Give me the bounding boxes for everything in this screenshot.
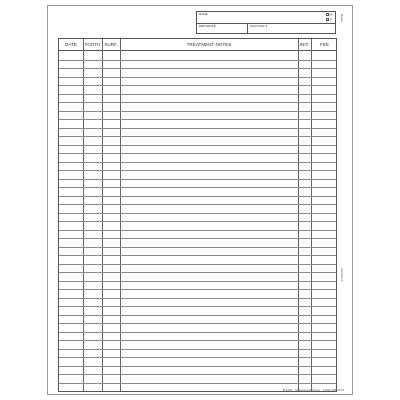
treatment-ledger: [58, 38, 337, 392]
row-line: [59, 383, 336, 384]
row-line: [59, 374, 336, 375]
name-label: NAME: [199, 12, 208, 16]
row-line: [59, 187, 336, 188]
column-header-treatment-notes: TREATMENT NOTES: [120, 39, 298, 51]
patient-header-box: [196, 11, 336, 34]
column-header-surface: SURF.: [102, 39, 120, 51]
row-line: [59, 119, 336, 120]
row-line: [59, 289, 336, 290]
row-line: [59, 213, 336, 214]
row-line: [59, 162, 336, 163]
column-divider: [120, 39, 121, 391]
row-line: [59, 102, 336, 103]
row-line: [59, 136, 336, 137]
row-line: [59, 204, 336, 205]
row-line: [59, 94, 336, 95]
row-line: [59, 145, 336, 146]
row-line: [59, 264, 336, 265]
row-line: [59, 247, 336, 248]
row-line: [59, 128, 336, 129]
row-line: [59, 366, 336, 367]
checkbox-icon: [326, 18, 329, 21]
sex-option-f-label: F: [330, 17, 332, 22]
margin-label-account: Account #: [340, 268, 344, 282]
row-line: [59, 196, 336, 197]
chart-sheet: [47, 5, 353, 395]
row-line: [59, 323, 336, 324]
row-line: [59, 349, 336, 350]
header-divider: [247, 24, 248, 33]
row-line: [59, 68, 336, 69]
margin-label-name: Name: [340, 14, 344, 23]
column-divider: [311, 39, 312, 391]
row-line: [59, 77, 336, 78]
column-divider: [83, 39, 84, 391]
birthdate-label: BIRTHDATE: [199, 24, 216, 28]
row-line: [59, 85, 336, 86]
row-line: [59, 306, 336, 307]
column-divider: [102, 39, 103, 391]
row-line: [59, 340, 336, 341]
column-header-date: DATE: [59, 39, 83, 51]
column-divider: [298, 39, 299, 391]
row-line: [59, 357, 336, 358]
row-line: [59, 221, 336, 222]
row-line: [59, 153, 336, 154]
row-line: [59, 230, 336, 231]
row-line: [59, 255, 336, 256]
checkbox-icon: [326, 13, 329, 16]
column-header-fee: FEE: [311, 39, 337, 51]
row-line: [59, 315, 336, 316]
form-footer: B-1650 · Medical Arts Press · 1-800-328-2179: [282, 388, 344, 392]
row-line: [59, 238, 336, 239]
column-header-tooth: TOOTH: [83, 39, 102, 51]
row-line: [59, 281, 336, 282]
row-line: [59, 298, 336, 299]
row-line: [59, 272, 336, 273]
account-label: ACCOUNT #: [250, 24, 268, 28]
row-line: [59, 332, 336, 333]
sex-option-m[interactable]: [326, 13, 333, 16]
sex-option-f[interactable]: [326, 18, 332, 21]
row-line: [59, 111, 336, 112]
row-line: [59, 60, 336, 61]
row-line: [59, 170, 336, 171]
column-header-init: INIT.: [298, 39, 311, 51]
row-line: [59, 179, 336, 180]
sex-option-m-label: M: [329, 12, 332, 17]
name-row: [197, 12, 335, 24]
